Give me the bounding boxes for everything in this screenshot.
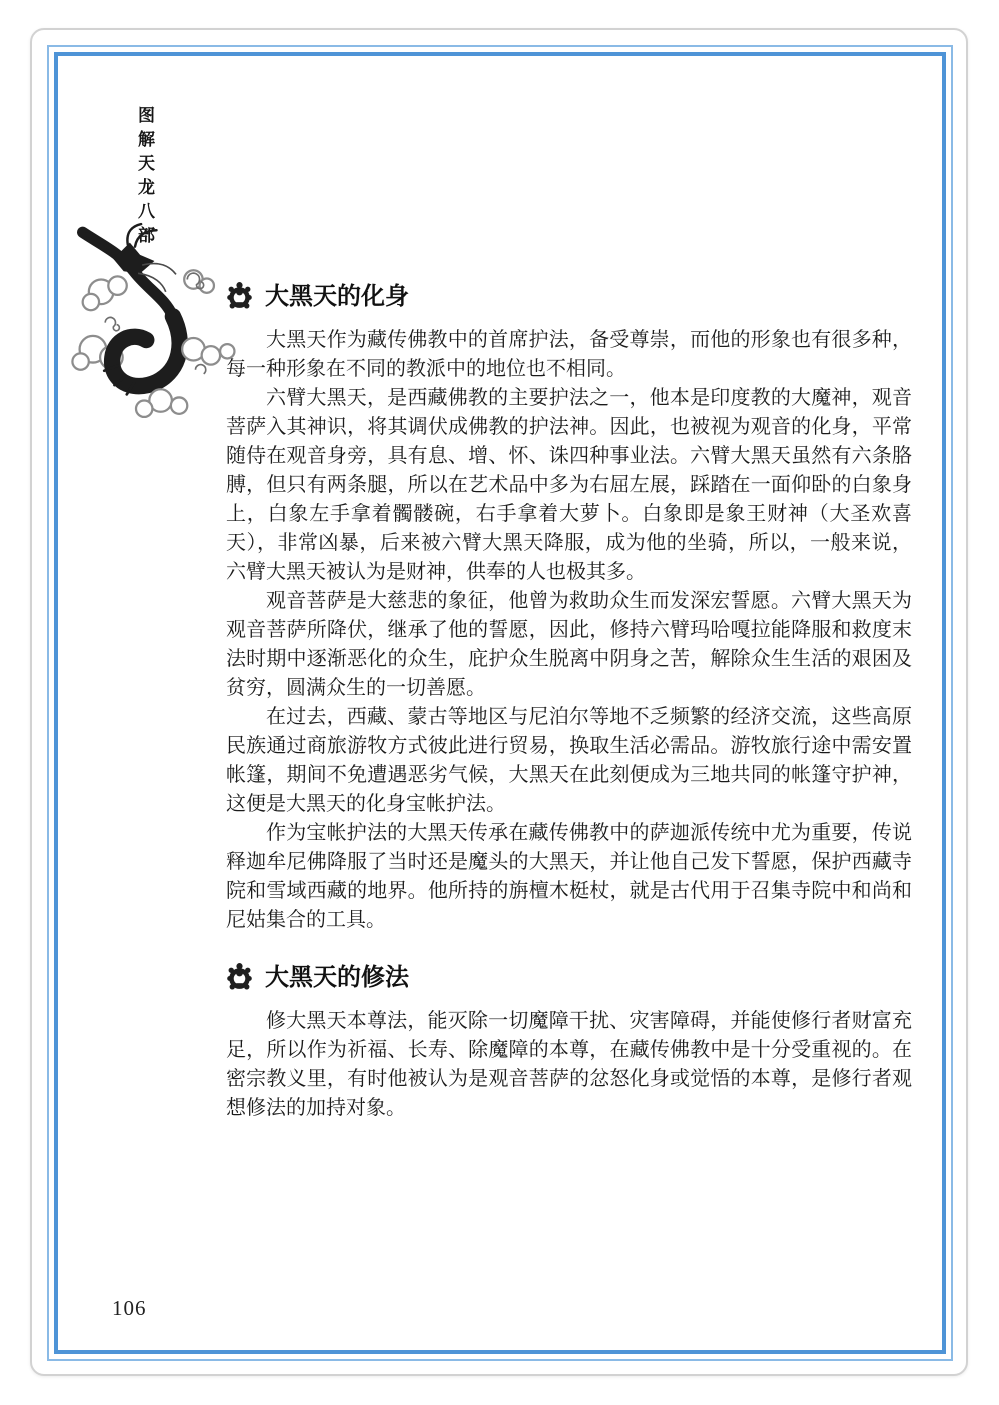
content-column — [226, 280, 912, 1123]
paragraph: 修大黑天本尊法，能灭除一切魔障干扰、灾害障碍，并能使修行者财富充足，所以作为祈福、长寿、除魔障的本尊，在藏传佛教中是十分受重视的。在密宗教义里，有时他被认为是观音菩萨的忿怒化身或觉悟的本尊，是修行者观想修法的加持对象。 — [226, 1010, 912, 1119]
section-heading — [226, 280, 912, 312]
dragon-illustration — [66, 220, 246, 420]
paragraph: 观音菩萨是大慈悲的象征，他曾为救助众生而发深宏誓愿。六臂大黑天为观音菩萨所降伏，继承了他的誓愿，因此，修持六臂玛哈嘎拉能降服和救度末法时期中逐渐恶化的众生，庇护众生脱离中阴身之苦，解除众生生活的艰困及贫穷，圆满众生的一切善愿。 — [226, 590, 912, 699]
ink-dragon-icon — [66, 220, 246, 420]
section-heading — [226, 961, 912, 993]
paragraph: 在过去，西藏、蒙古等地区与尼泊尔等地不乏频繁的经济交流，这些高原民族通过商旅游牧方式彼此进行贸易，换取生活必需品。游牧旅行途中需安置帐篷，期间不免遭遇恶劣气候，大黑天在此刻便成为三地共同的帐篷守护神，这便是大黑天的化身宝帐护法。 — [226, 706, 912, 815]
jewel-ornament-icon — [226, 281, 253, 312]
paragraph: 六臂大黑天，是西藏佛教的主要护法之一，他本是印度教的大魔神，观音菩萨入其神识，将其调伏成佛教的护法神。因此，也被视为观音的化身，平常随侍在观音身旁，具有息、增、怀、诛四种事业法。六臂大黑天虽然有六条胳膊，但只有两条腿，所以在艺术品中多为右屈左展，踩踏在一面仰卧的白象身上，白象左手拿着髑髅碗，右手拿着大萝卜。白象即是象王财神（大圣欢喜天），非常凶暴，后来被六臂大黑天降服，成为他的坐骑，所以，一般来说，六臂大黑天被认为是财神，供奉的人也极其多。 — [226, 387, 912, 583]
section-title: 大黑天的修法 — [265, 963, 409, 991]
jewel-ornament-icon — [226, 962, 253, 993]
section-mahakala-incarnation — [226, 280, 912, 935]
paragraph: 大黑天作为藏传佛教中的首席护法，备受尊崇，而他的形象也有很多种，每一种形象在不同的教派中的地位也不相同。 — [226, 329, 912, 380]
book-page — [30, 28, 968, 1376]
book-title-vertical: 图解天龙八部 — [134, 106, 154, 250]
paragraph: 作为宝帐护法的大黑天传承在藏传佛教中的萨迦派传统中尤为重要，传说释迦牟尼佛降服了当时还是魔头的大黑天，并让他自己发下誓愿，保护西藏寺院和雪域西藏的地界。他所持的旃檀木梃杖，就是古代用于召集寺院中和尚和尼姑集合的工具。 — [226, 822, 912, 931]
section-mahakala-practice — [226, 961, 912, 1123]
page-number: 106 — [112, 1296, 147, 1320]
section-title: 大黑天的化身 — [265, 282, 409, 310]
